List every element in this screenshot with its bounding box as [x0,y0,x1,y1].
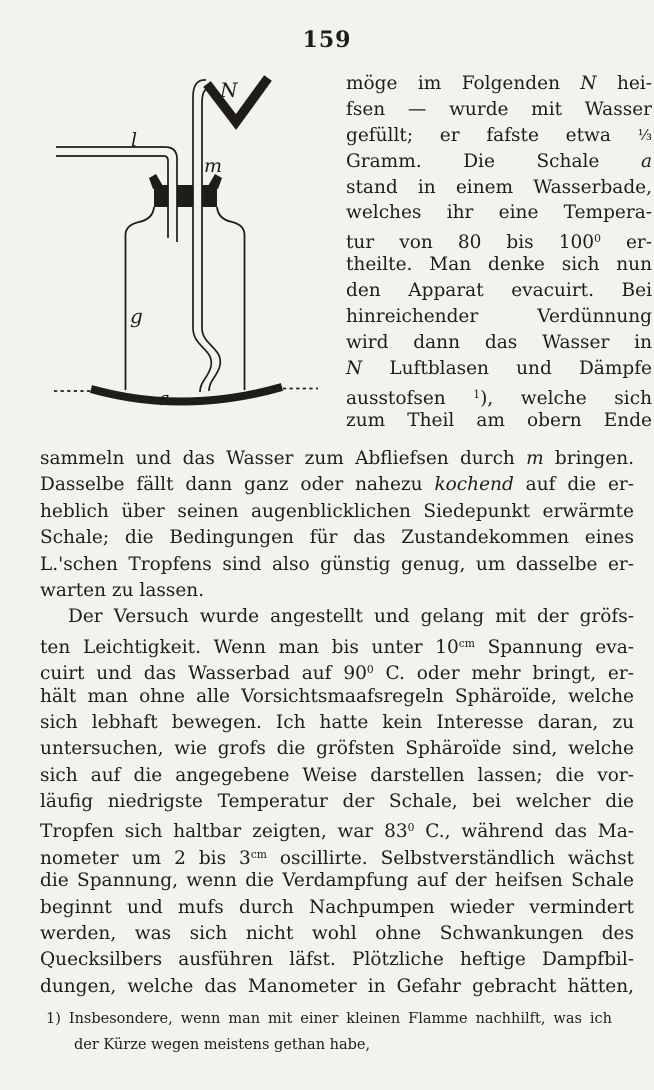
text-line [40,710,634,736]
superscript: cm [458,636,475,650]
text-segment: oscillirte. Selbstverständlich wächst [266,847,635,869]
text-line [40,736,634,762]
text-segment: Dasselbe fällt dann ganz oder nahezu [40,474,435,496]
text-segment: L.'schen Tropfens sind also günstig genug, um dasselbe er- [40,553,634,575]
text-segment: werden, was sich nicht wohl ohne Schwankungen des [40,923,634,945]
text-line [346,252,652,278]
text-segment: C., während das Ma- [414,821,634,843]
superscript: 0 [366,663,374,677]
text-segment: N [580,73,597,94]
text-line [40,868,634,894]
text-segment: welches ihr eine Tempera- [346,202,652,224]
text-line [40,895,634,921]
text-line [40,684,634,710]
text-line [346,97,652,123]
dish [91,387,282,402]
text-line [46,1033,612,1059]
text-segment: Spannung eva- [474,636,634,658]
text-segment: sich lebhaft bewegen. Ich hatte kein Interesse daran, zu [40,711,634,733]
text-line [40,921,634,947]
page-number: 159 [302,27,352,53]
apparatus-figure-svg [35,58,335,438]
text-segment: m [526,448,544,469]
text-segment: er- [600,232,652,254]
label-g: g [130,304,143,328]
text-segment: fsen — wurde mit Wasser [346,98,652,120]
text-segment: N [346,357,363,379]
text-segment: sammeln und das Wasser zum Abfliefsen durch [40,448,527,469]
text-line [346,408,652,434]
text-line [346,175,652,201]
text-line [346,382,652,408]
body-text [40,446,634,1000]
text-line [346,330,652,356]
tube-N [207,78,268,122]
text-line [40,815,634,841]
text-segment: hält man ohne alle Vorsichtsmaafsregeln Sphäroïde, welche [40,685,634,707]
apparatus-figure [35,58,335,438]
text-line [346,304,652,330]
text-line [40,842,634,868]
tube-m [193,80,223,392]
text-segment: Quecksilbers ausführen läfst. Plötzliche heftige Dampfbil- [40,949,634,971]
text-line [40,578,634,604]
text-segment: beginnt und mufs durch Nachpumpen wieder vermindert [40,896,634,918]
text-segment: stand in einem Wasserbade, [346,176,652,198]
text-segment: ausstofsen [346,387,474,409]
flask [126,207,245,390]
text-segment: sich auf die angegebene Weise darstellen lassen; die vor- [40,764,634,786]
superscript: 1 [473,387,481,401]
text-line [346,71,652,97]
text-line [346,149,652,175]
text-segment: ⅓ [637,126,652,144]
text-segment: die Spannung, wenn die Verdampfung auf der heifsen Schale [40,870,634,892]
text-segment: Luftblasen und Dämpfe [362,357,652,379]
text-line [40,789,634,815]
text-segment: C. oder mehr bringt, er- [373,663,634,685]
text-segment: wird dann das Wasser in [346,331,652,353]
text-line [46,1007,612,1033]
text-segment: hei- [596,73,652,94]
text-segment: Der Versuch wurde angestellt und gelang mit der gröfs- [68,606,634,628]
text-segment: untersuchen, wie grofs die gröfsten Sphäroïde sind, welche [40,738,634,760]
text-line [40,947,634,973]
text-segment: theilte. Man denke sich nun [346,254,652,276]
text-line [40,525,634,551]
text-segment: 1) Insbesondere, wenn man mit einer kleinen Flamme nachhilft, was ich [46,1011,612,1027]
text-line [346,123,652,149]
text-line [40,763,634,789]
text-line [40,604,634,630]
label-m: m [204,155,223,177]
text-line [40,446,634,472]
text-segment: cuirt und das Wasserbad auf 90 [40,663,367,685]
text-segment: zum Theil am obern Ende [346,409,652,431]
footnote-text [46,1007,612,1058]
label-N: N [220,78,238,102]
text-line [346,200,652,226]
text-segment: nometer um 2 bis 3 [40,847,251,869]
text-segment: tur von 80 bis 100 [346,232,595,254]
text-segment: der Kürze wegen meistens gethan habe, [74,1036,371,1053]
text-segment: auf die er- [513,474,634,496]
text-line [40,472,634,498]
text-segment: hinreichender Verdünnung [346,306,652,328]
label-l: l [131,129,138,151]
column-text [346,71,652,433]
text-segment: gefüllt; er fafste etwa [346,124,638,146]
text-segment: Tropfen sich haltbar zeigten, war 83 [40,821,408,843]
text-line [40,974,634,1000]
text-segment: ten Leichtigkeit. Wenn man bis unter 10 [40,636,459,658]
text-line [40,631,634,657]
text-line [346,278,652,304]
superscript: cm [250,847,267,861]
label-a: a [158,386,170,410]
text-line [346,226,652,252]
superscript: 0 [407,821,415,835]
text-segment: bringen. [543,448,635,469]
text-segment: heblich über seinen augenblicklichen Siedepunkt erwärmte [40,500,634,522]
text-line [346,356,652,382]
text-line [40,499,634,525]
text-segment: ), welche sich [480,387,652,409]
text-line [40,657,634,683]
superscript: 0 [594,232,601,246]
text-segment: läufig niedrigste Temperatur der Schale, bei welcher die [40,791,634,813]
text-line [40,552,634,578]
text-segment: möge im Folgenden [346,73,581,94]
text-segment: Schale; die Bedingungen für das Zustandekommen eines [40,527,634,549]
stopper [149,174,222,210]
text-segment: den Apparat evacuirt. Bei [346,280,652,302]
text-segment: kochend [434,474,514,496]
text-segment: dungen, welche das Manometer in Gefahr gebracht hätten, [40,975,634,997]
text-segment: Gramm. Die Schale [346,150,641,172]
text-segment: a [640,150,652,172]
text-segment: warten zu lassen. [40,579,205,601]
